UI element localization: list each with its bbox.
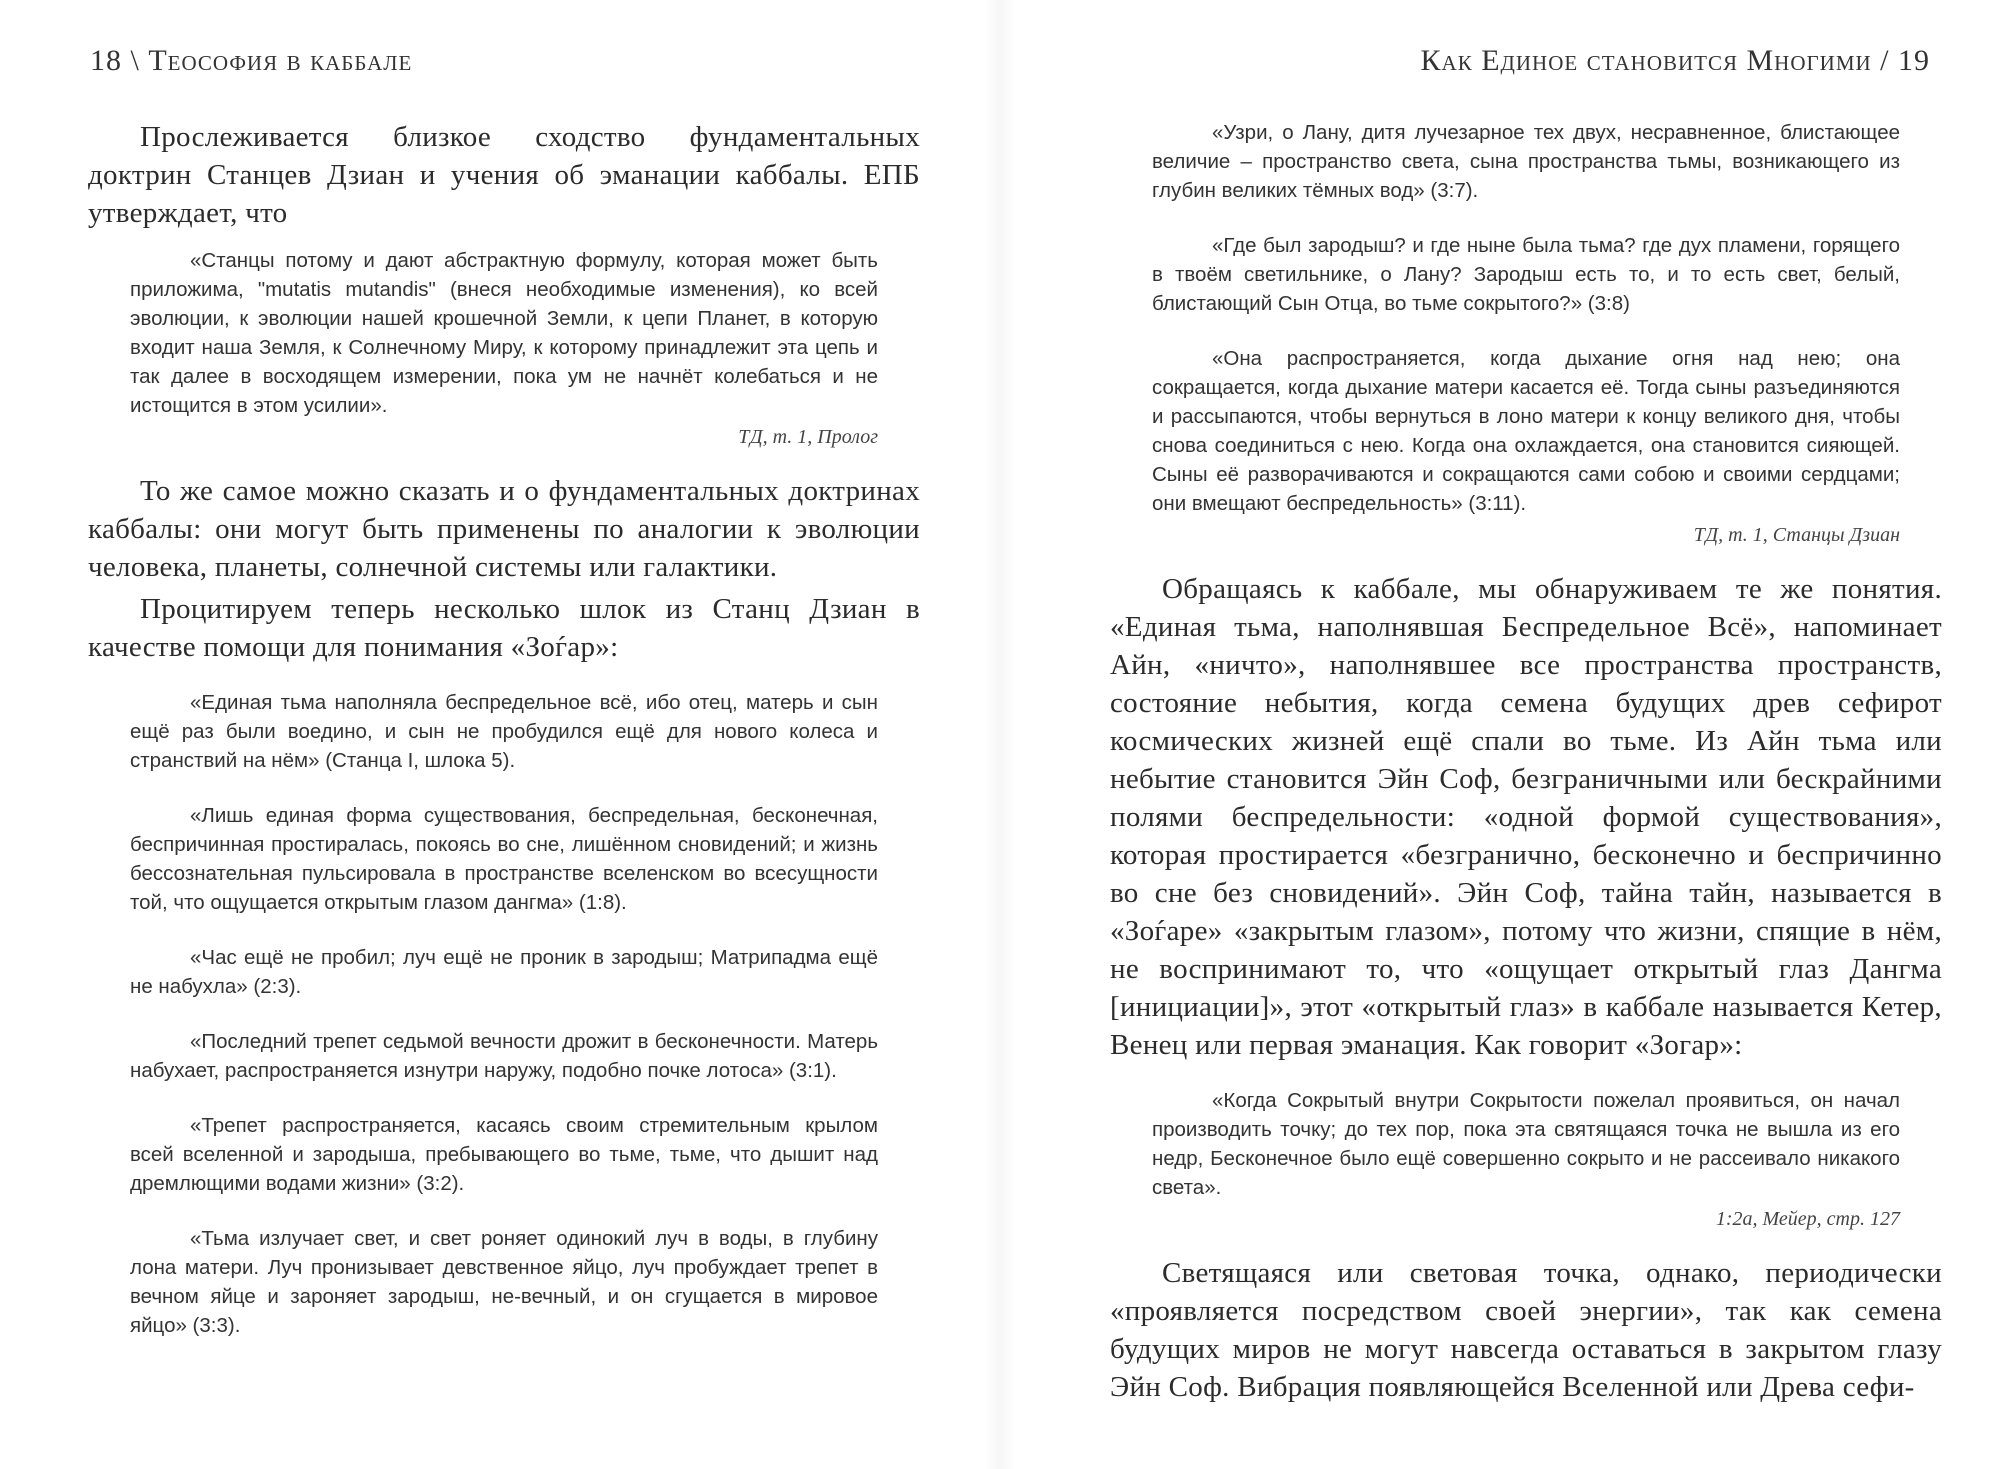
left-paragraph-3: Процитируем теперь несколько шлок из Станц Дзиан в качестве помощи для понимания «Зоѓар»: — [88, 593, 920, 663]
right-source-2: 1:2а, Мейер, стр. 127 — [1715, 1208, 1900, 1230]
left-page-content — [88, 118, 920, 1366]
left-source-1: ТД, т. 1, Пролог — [738, 426, 878, 448]
left-quote-1: «Станцы потому и дают абстрактную формулу, которая может быть приложима, "mutatis mutandis" (внеся необходимые изменения), ко всей эволюции, к эволюции нашей крошечной Земли, к цепи Планет, в которую входит наша Земля, к Солнечному Миру, к которому принадлежит эта цепь и так далее в восходящем измерении, пока ум не начнёт колебаться и не истощится в этом усилии». — [130, 249, 878, 417]
right-quote-2: «Где был зародыш? и где ныне была тьма? где дух пламени, горящего в твоём светильнике, о Лану? Зародыш есть то, и то есть свет, белый, блистающий Сын Отца, во тьме сокрытого?» (3:8) — [1152, 234, 1900, 315]
right-quote-block-1 — [1110, 118, 1942, 548]
right-paragraph-2: Светящаяся или световая точка, однако, периодически «проявляется посредством своей энергии», так как семена будущих миров не могут навсегда оставаться в закрытом глазу Эйн Соф. Вибрация появляющейся Вселенной или Древа сефи- — [1110, 1257, 1942, 1403]
left-quote-block-1 — [88, 246, 920, 450]
left-quote-3: «Лишь единая форма существования, беспредельная, бесконечная, беспричинная простиралась, покоясь во сне, лишённом сновидений; и жизнь бессознательная пульсировала в пространстве вселенском во всесущности той, что ощущается открытым глазом дангма» (1:8). — [130, 804, 878, 914]
right-page — [1000, 0, 2000, 1469]
left-quote-7: «Тьма излучает свет, и свет роняет одинокий луч в воды, в глубину лона матери. Луч пронизывает девственное яйцо, луч пробуждает трепет в вечном яйце и зароняет зародыш, не-вечный, и он сгущается в мировое яйцо» (3:3). — [130, 1227, 878, 1337]
left-quote-5: «Последний трепет седьмой вечности дрожит в бесконечности. Матерь набухает, распространяется изнутри наружу, подобно почке лотоса» (3:1). — [130, 1030, 878, 1082]
left-quote-2: «Единая тьма наполняла беспредельное всё, ибо отец, матерь и сын ещё раз были воедино, и сын не пробудился ещё для нового колеса и странствий на нём» (Станца I, шлока 5). — [130, 691, 878, 772]
right-quote-block-2 — [1110, 1086, 1942, 1232]
right-quote-3: «Она распространяется, когда дыхание огня над нею; она сокращается, когда дыхание матери касается её. Тогда сыны разъединяются и рассыпаются, чтобы вернуться в лоно матери к концу великого дня, чтобы снова соединиться с нею. Когда она охлаждается, она становится сияющей. Сыны её разворачиваются и сокращаются сами собою и своими сердцами; они вмещают беспредельность» (3:11). — [1152, 347, 1900, 515]
left-quote-6: «Трепет распространяется, касаясь своим стремительным крылом всей вселенной и зародыша, пребывающего во тьме, тьме, что дышит над дремлющими водами жизни» (3:2). — [130, 1114, 878, 1195]
right-paragraph-1: Обращаясь к каббале, мы обнаруживаем те же понятия. «Единая тьма, наполнявшая Беспредельное Всё», напоминает Айн, «ничто», наполнявшее все пространства пространств, состояние небытия, когда семена будущих древ сефирот космических жизней ещё спали во тьме. Из Айн тьма или небытие становится Эйн Соф, безграничными или бескрайними полями беспредельности: «одной формой существования», которая простирается «безгранично, бесконечно и беспричинно во сне без сновидений». Эйн Соф, тайна тайн, называется в «Зоѓаре» «закрытым глазом», потому что жизни, спящие в нём, не воспринимают то, что «ощущает открытый глаз Дангма [инициации]», этот «открытый глаз» в каббале называется Кетер, Венец или первая эманация. Как говорит «Зогар»: — [1110, 573, 1942, 1061]
right-page-content — [1110, 118, 1942, 1420]
right-quote-4: «Когда Сокрытый внутри Сокрытости пожелал проявиться, он начал производить точку; до тех пор, пока эта святящаяся точка не вышла из его недр, Бесконечное было ещё совершенно сокрыто и не рассеивало никакого света». — [1152, 1089, 1900, 1199]
left-quote-block-2 — [88, 688, 920, 1340]
left-paragraph-1: Прослеживается близкое сходство фундаментальных доктрин Станцев Дзиан и учения об эманации каббалы. ЕПБ утверждает, что — [88, 121, 920, 229]
right-quote-1: «Узри, о Лану, дитя лучезарное тех двух, несравненное, блистающее величие – пространство света, сына пространства тьмы, возникающего из глубин великих тёмных вод» (3:7). — [1152, 121, 1900, 202]
left-running-head: 18 \ Теософия в каббале — [90, 44, 413, 77]
left-paragraph-2: То же самое можно сказать и о фундаментальных доктринах каббалы: они могут быть применены по аналогии к эволюции человека, планеты, солнечной системы или галактики. — [88, 475, 920, 583]
right-source-1: ТД, т. 1, Станцы Дзиан — [1693, 524, 1900, 546]
left-quote-4: «Час ещё не пробил; луч ещё не проник в зародыш; Матрипадма ещё не набухла» (2:3). — [130, 946, 878, 998]
right-running-head: Как Единое становится Многими / 19 — [1420, 44, 1930, 77]
